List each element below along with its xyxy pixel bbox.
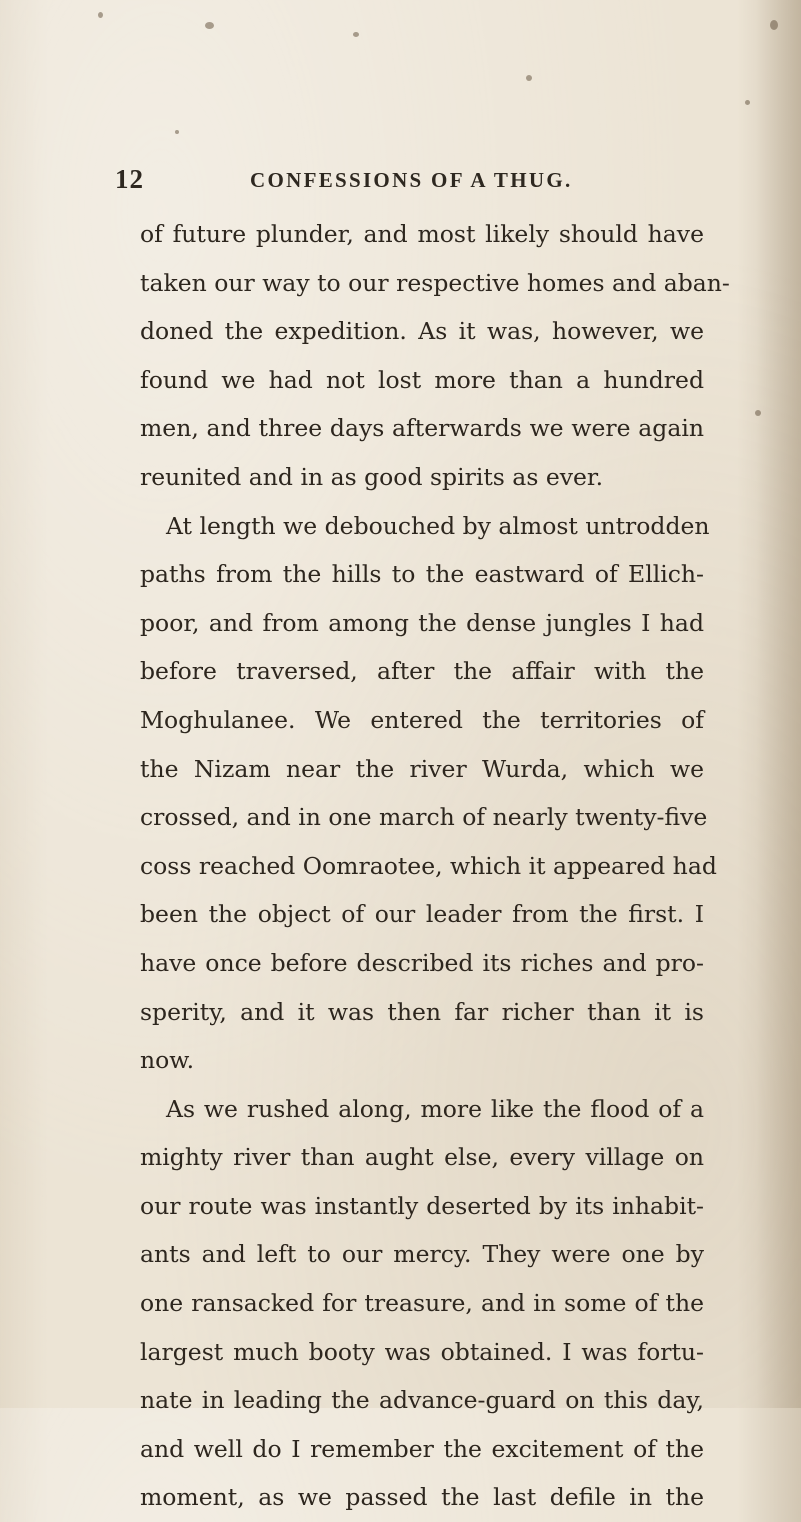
- page-header: [115, 164, 715, 204]
- text-line: been the object of our leader from the first. I: [140, 900, 704, 929]
- text-line: crossed, and in one march of nearly twenty-five: [140, 803, 708, 832]
- text-line: moment, as we passed the last defile in the: [140, 1483, 704, 1512]
- text-line: sperity, and it was then far richer than it is: [140, 997, 704, 1026]
- paper-speck: [205, 22, 214, 29]
- running-head: CONFESSIONS OF A THUG.: [250, 168, 573, 192]
- paper-speck: [745, 100, 750, 105]
- text-line: found we had not lost more than a hundred: [140, 365, 704, 394]
- text-line: reunited and in as good spirits as ever.: [140, 462, 604, 491]
- text-line: of future plunder, and most likely should have: [140, 220, 704, 248]
- text-line: before traversed, after the affair with the: [140, 657, 704, 686]
- paper-speck: [755, 410, 761, 416]
- paper-speck: [175, 130, 179, 134]
- text-line: ants and left to our mercy. They were one by: [140, 1240, 704, 1269]
- text-line: At length we debouched by almost untrodden: [166, 511, 710, 540]
- text-line: coss reached Oomraotee, which it appeared had: [140, 851, 717, 880]
- text-line: have once before described its riches and pro-: [140, 948, 704, 977]
- text-line: the Nizam near the river Wurda, which we: [140, 754, 704, 783]
- body-text: [140, 210, 730, 1522]
- page-edge-shadow: [756, 0, 801, 1408]
- text-line: poor, and from among the dense jungles I had: [140, 608, 704, 637]
- text-line: men, and three days afterwards we were again: [140, 414, 704, 443]
- text-line: our route was instantly deserted by its inhabit-: [140, 1191, 704, 1220]
- text-line: As we rushed along, more like the flood of a: [166, 1094, 704, 1123]
- text-line: mighty river than aught else, every village on: [140, 1143, 704, 1172]
- text-line: doned the expedition. As it was, however, we: [140, 317, 704, 346]
- text-line: taken our way to our respective homes and aban-: [140, 268, 730, 297]
- text-line: Moghulanee. We entered the territories of: [140, 705, 704, 734]
- paper-speck: [98, 12, 103, 18]
- page-number: 12: [115, 164, 144, 194]
- text-line: one ransacked for treasure, and in some of the: [140, 1289, 704, 1318]
- paper-speck: [353, 32, 359, 37]
- paper-speck: [770, 20, 778, 30]
- text-line: paths from the hills to the eastward of Ellich-: [140, 560, 704, 589]
- text-line: and well do I remember the excitement of the: [140, 1434, 704, 1463]
- paper-speck: [526, 75, 532, 81]
- text-line: nate in leading the advance-guard on this day,: [140, 1386, 704, 1415]
- text-line: largest much booty was obtained. I was fortu-: [140, 1337, 704, 1366]
- text-line: now.: [140, 1046, 195, 1075]
